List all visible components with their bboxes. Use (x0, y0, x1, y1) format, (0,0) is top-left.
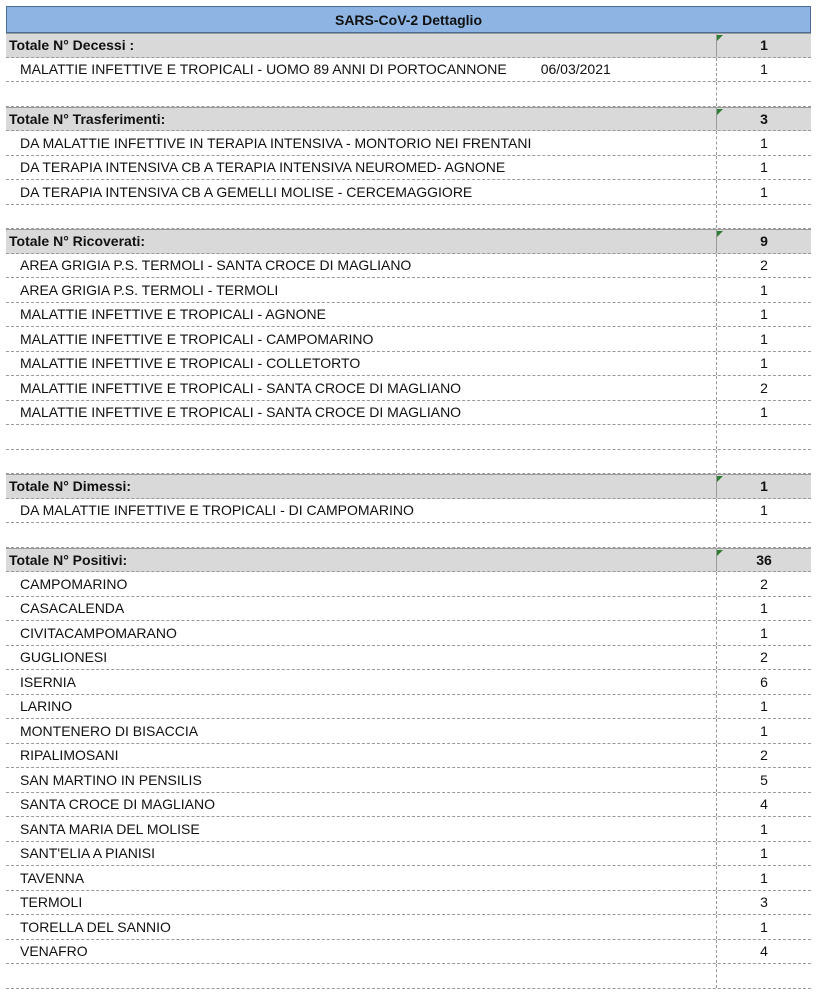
row-label (6, 891, 716, 915)
row-label (6, 915, 716, 939)
row-value: 1 (716, 817, 811, 841)
section-total-row (6, 548, 811, 573)
table-row (6, 327, 811, 352)
row-value: 4 (716, 793, 811, 817)
section-total-value: 1 (716, 475, 811, 498)
table-row (6, 597, 811, 622)
row-value: 4 (716, 940, 811, 964)
table-row (6, 156, 811, 181)
row-value: 1 (716, 58, 811, 82)
row-value: 5 (716, 768, 811, 792)
section-total-label: Totale N° Ricoverati: (9, 233, 146, 250)
table-row (6, 376, 811, 401)
section-total-row (6, 474, 811, 499)
row-label-text: MONTENERO DI BISACCIA (20, 722, 199, 739)
empty-cell (6, 450, 716, 474)
row-value: 1 (716, 327, 811, 351)
row-value: 2 (716, 744, 811, 768)
row-label-text: TAVENNA (20, 869, 85, 886)
row-value: 1 (716, 303, 811, 327)
cell-comment-marker-icon (717, 35, 723, 41)
row-label-text: MALATTIE INFETTIVE E TROPICALI - UOMO 89 ANNI DI PORTOCANNONE (20, 61, 507, 78)
row-label-text: AREA GRIGIA P.S. TERMOLI - SANTA CROCE DI MAGLIANO (20, 257, 412, 274)
table-row (6, 940, 811, 965)
table-row (6, 768, 811, 793)
table-row (6, 817, 811, 842)
row-value: 1 (716, 597, 811, 621)
row-label (6, 303, 716, 327)
table-row (6, 719, 811, 744)
table-row (6, 866, 811, 891)
row-value: 1 (716, 156, 811, 180)
row-label-text: SAN MARTINO IN PENSILIS (20, 771, 202, 788)
empty-cell (6, 523, 716, 547)
row-label (6, 401, 716, 425)
row-value: 1 (716, 719, 811, 743)
empty-cell (6, 425, 716, 449)
empty-row (6, 964, 811, 989)
section-total-value: 1 (716, 34, 811, 57)
row-value: 2 (716, 254, 811, 278)
empty-row (6, 523, 811, 548)
row-value: 1 (716, 695, 811, 719)
section-total-label: Totale N° Positivi: (9, 551, 128, 568)
row-label (6, 695, 716, 719)
empty-cell (6, 82, 716, 106)
row-label (6, 621, 716, 645)
row-value: 1 (716, 621, 811, 645)
row-label-text: VENAFRO (20, 943, 88, 960)
row-label-text: AREA GRIGIA P.S. TERMOLI - TERMOLI (20, 281, 279, 298)
section-total-label: Totale N° Trasferimenti: (9, 110, 166, 127)
row-label (6, 58, 716, 82)
table-row (6, 670, 811, 695)
empty-row (6, 205, 811, 230)
cell-comment-marker-icon (717, 231, 723, 237)
section-total-label: Totale N° Decessi : (9, 37, 135, 54)
table-row (6, 621, 811, 646)
row-value: 1 (716, 401, 811, 425)
empty-cell (6, 964, 716, 988)
row-label-text: TERMOLI (20, 894, 83, 911)
row-value: 6 (716, 670, 811, 694)
cell-comment-marker-icon (717, 109, 723, 115)
row-label (6, 793, 716, 817)
row-label-text: RIPALIMOSANI (20, 747, 119, 764)
section-total-row (6, 33, 811, 58)
table-row (6, 915, 811, 940)
row-label (6, 131, 716, 155)
row-label-text: CIVITACAMPOMARANO (20, 624, 177, 641)
row-label-text: MALATTIE INFETTIVE E TROPICALI - SANTA CROCE DI MAGLIANO (20, 404, 462, 421)
section-total-value: 3 (716, 108, 811, 131)
row-label (6, 817, 716, 841)
table-row (6, 842, 811, 867)
row-label-text: DA MALATTIE INFETTIVE E TROPICALI - DI CAMPOMARINO (20, 502, 414, 519)
row-label (6, 278, 716, 302)
table-row (6, 572, 811, 597)
section-total-row (6, 107, 811, 132)
row-label (6, 670, 716, 694)
row-label (6, 499, 716, 523)
row-label (6, 646, 716, 670)
row-value: 1 (716, 499, 811, 523)
row-value: 1 (716, 352, 811, 376)
table-row (6, 793, 811, 818)
row-label-text: MALATTIE INFETTIVE E TROPICALI - CAMPOMARINO (20, 330, 374, 347)
row-label-text: SANT'ELIA A PIANISI (20, 845, 155, 862)
row-label (6, 866, 716, 890)
row-label-text: MALATTIE INFETTIVE E TROPICALI - SANTA CROCE DI MAGLIANO (20, 379, 462, 396)
row-label-text: TORELLA DEL SANNIO (20, 918, 171, 935)
row-label-text: DA TERAPIA INTENSIVA CB A TERAPIA INTENSIVA NEUROMED- AGNONE (20, 159, 506, 176)
table-row (6, 744, 811, 769)
sheet-title: SARS-CoV-2 Dettaglio (6, 6, 811, 33)
table-row (6, 891, 811, 916)
row-label (6, 327, 716, 351)
row-label-text: MALATTIE INFETTIVE E TROPICALI - AGNONE (20, 306, 326, 323)
row-label-text: CASACALENDA (20, 600, 125, 617)
row-value: 3 (716, 891, 811, 915)
row-value: 1 (716, 180, 811, 204)
cell-comment-marker-icon (717, 550, 723, 556)
section-total-row (6, 229, 811, 254)
row-value: 2 (716, 646, 811, 670)
row-label (6, 719, 716, 743)
row-label (6, 597, 716, 621)
row-label (6, 376, 716, 400)
empty-row (6, 425, 811, 450)
empty-value-cell (716, 205, 811, 229)
row-value: 2 (716, 376, 811, 400)
row-label-text: LARINO (20, 698, 73, 715)
row-label-text: MALATTIE INFETTIVE E TROPICALI - COLLETORTO (20, 355, 361, 372)
row-date: 06/03/2021 (540, 61, 611, 78)
empty-cell (6, 205, 716, 229)
empty-value-cell (716, 964, 811, 988)
row-label (6, 180, 716, 204)
row-value: 1 (716, 915, 811, 939)
row-value: 2 (716, 572, 811, 596)
row-label (6, 254, 716, 278)
row-value: 1 (716, 842, 811, 866)
empty-value-cell (716, 425, 811, 449)
empty-value-cell (716, 82, 811, 106)
row-value: 1 (716, 866, 811, 890)
row-label (6, 940, 716, 964)
row-label (6, 842, 716, 866)
row-label-text: DA MALATTIE INFETTIVE IN TERAPIA INTENSIVA - MONTORIO NEI FRENTANI (20, 134, 532, 151)
cell-comment-marker-icon (717, 476, 723, 482)
row-label (6, 572, 716, 596)
empty-row (6, 82, 811, 107)
row-label-text: GUGLIONESI (20, 649, 108, 666)
section-total-value: 9 (716, 230, 811, 253)
row-label-text: CAMPOMARINO (20, 575, 128, 592)
empty-value-cell (716, 450, 811, 474)
table-row (6, 58, 811, 83)
row-label-text: SANTA CROCE DI MAGLIANO (20, 796, 215, 813)
table-row (6, 646, 811, 671)
row-label (6, 352, 716, 376)
table-row (6, 131, 811, 156)
row-label-text: SANTA MARIA DEL MOLISE (20, 820, 200, 837)
row-value: 1 (716, 278, 811, 302)
table-row (6, 695, 811, 720)
table-row (6, 499, 811, 524)
table-row (6, 352, 811, 377)
table-row (6, 254, 811, 279)
empty-row (6, 450, 811, 475)
section-total-value: 36 (716, 549, 811, 572)
row-label-text: ISERNIA (20, 673, 77, 690)
row-value: 1 (716, 131, 811, 155)
table-row (6, 303, 811, 328)
table-row (6, 278, 811, 303)
row-label (6, 744, 716, 768)
section-total-label: Totale N° Dimessi: (9, 478, 132, 495)
table-row (6, 180, 811, 205)
row-label (6, 156, 716, 180)
row-label (6, 768, 716, 792)
table-row (6, 401, 811, 426)
row-label-text: DA TERAPIA INTENSIVA CB A GEMELLI MOLISE - CERCEMAGGIORE (20, 183, 473, 200)
empty-value-cell (716, 523, 811, 547)
